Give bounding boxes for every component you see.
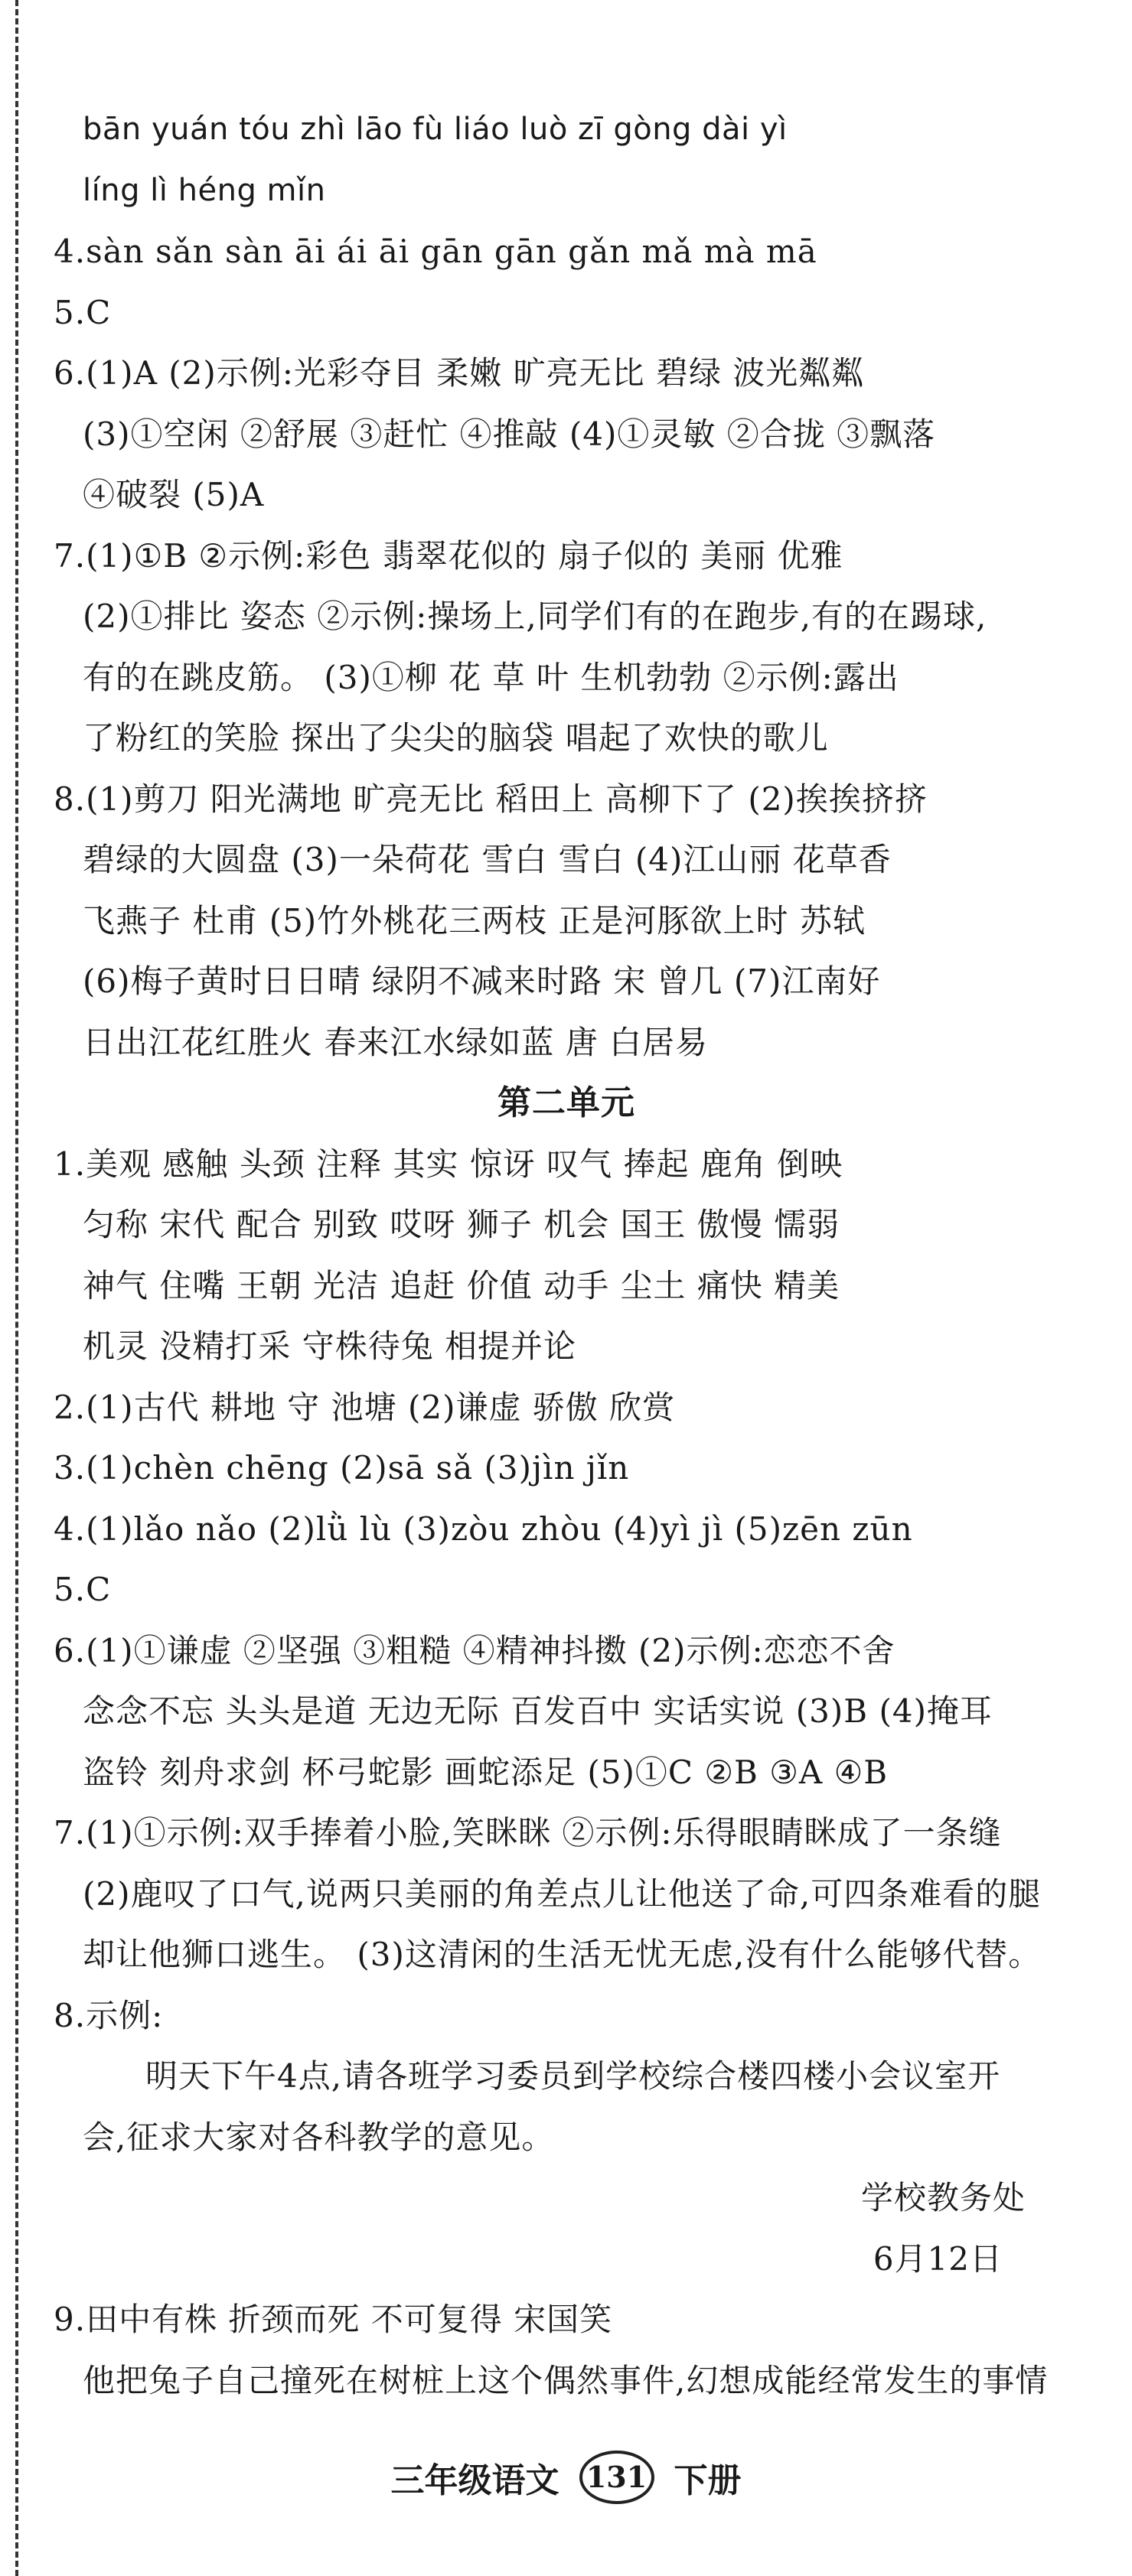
text-line: 有的在跳皮筋。 (3)①柳 花 草 叶 生机勃勃 ②示例:露出	[83, 658, 899, 696]
signature-line: 学校教务处	[860, 2179, 1026, 2216]
text-line: 明天下午4点,请各班学习委员到学校综合楼四楼小会议室开	[145, 2057, 1001, 2095]
text-line: 机灵 没精打采 守株待兔 相提并论	[83, 1327, 577, 1365]
page-number: 131	[579, 2451, 654, 2504]
text-line: 却让他狮口逃生。 (3)这清闲的生活无忧无虑,没有什么能够代替。	[83, 1936, 1042, 1973]
footer-book-title: 三年级语文	[390, 2461, 559, 2500]
text-line: 4.sàn sǎn sàn āi ái āi gān gān gǎn mǎ mà mā	[54, 233, 817, 270]
section-heading: 第二单元	[497, 1083, 635, 1122]
text-line: 8.(1)剪刀 阳光满地 旷亮无比 稻田上 高柳下了 (2)挨挨挤挤	[54, 780, 928, 818]
text-line: 6.(1)①谦虚 ②坚强 ③粗糙 ④精神抖擞 (2)示例:恋恋不舍	[54, 1631, 895, 1669]
text-line: 日出江花红胜火 春来江水绿如蓝 唐 白居易	[83, 1023, 709, 1061]
text-line: (3)①空闲 ②舒展 ③赶忙 ④推敲 (4)①灵敏 ②合拢 ③飘落	[83, 415, 936, 453]
text-line: 碧绿的大圆盘 (3)一朵荷花 雪白 雪白 (4)江山丽 花草香	[83, 841, 892, 878]
answer-content	[54, 99, 1079, 2411]
text-line: 念念不忘 头头是道 无边无际 百发百中 实话实说 (3)B (4)掩耳	[83, 1692, 993, 1730]
text-line: 神气 住嘴 王朝 光洁 追赶 价值 动手 尘土 痛快 精美	[83, 1266, 840, 1304]
text-line: 7.(1)①B ②示例:彩色 翡翠花似的 扇子似的 美丽 优雅	[54, 536, 843, 575]
page-footer	[0, 2451, 1132, 2504]
text-line: (6)梅子黄时日日晴 绿阴不减来时路 宋 曾几 (7)江南好	[83, 962, 881, 1000]
date-line: 6月12日	[873, 2239, 1003, 2278]
text-line: bān yuán tóu zhì lāo fù liáo luò zī gòng dài yì	[83, 112, 788, 147]
text-line: 4.(1)lǎo nǎo (2)lǜ lù (3)zòu zhòu (4)yì jì (5)zēn zūn	[54, 1509, 913, 1548]
footer-volume: 下册	[674, 2461, 742, 2500]
text-line: 7.(1)①示例:双手捧着小脸,笑眯眯 ②示例:乐得眼睛眯成了一条缝	[54, 1814, 1002, 1851]
text-line: 会,征求大家对各科教学的意见。	[83, 2118, 555, 2156]
text-line: 2.(1)古代 耕地 守 池塘 (2)谦虚 骄傲 欣赏	[54, 1388, 676, 1426]
text-line: 匀称 宋代 配合 别致 哎呀 狮子 机会 国王 傲慢 懦弱	[83, 1206, 840, 1243]
text-line: 5.C	[54, 293, 112, 331]
text-line: 6.(1)A (2)示例:光彩夺目 柔嫩 旷亮无比 碧绿 波光粼粼	[54, 354, 865, 392]
text-line: (2)①排比 姿态 ②示例:操场上,同学们有的在跑步,有的在踢球,	[83, 598, 987, 635]
text-line: 3.(1)chèn chēng (2)sā sǎ (3)jìn jǐn	[54, 1449, 630, 1487]
text-line: ④破裂 (5)A	[83, 476, 265, 513]
text-line: 了粉红的笑脸 探出了尖尖的脑袋 唱起了欢快的歌儿	[83, 719, 829, 757]
text-line: 8.示例:	[54, 1996, 164, 2034]
text-line: 他把兔子自己撞死在树桩上这个偶然事件,幻想成能经常发生的事情	[83, 2361, 1049, 2399]
text-line: (2)鹿叹了口气,说两只美丽的角差点儿让他送了命,可四条难看的腿	[83, 1874, 1042, 1913]
text-line: 1.美观 感触 头颈 注释 其实 惊讶 叹气 捧起 鹿角 倒映	[54, 1145, 843, 1183]
text-line: 9.田中有株 折颈而死 不可复得 宋国笑	[54, 2301, 613, 2338]
dashed-binding-line	[15, 0, 18, 2576]
text-line: 飞燕子 杜甫 (5)竹外桃花三两枝 正是河豚欲上时 苏轼	[83, 901, 866, 940]
text-line: 盗铃 刻舟求剑 杯弓蛇影 画蛇添足 (5)①C ②B ③A ④B	[83, 1753, 889, 1791]
text-line: líng lì héng mǐn	[83, 172, 326, 208]
text-line: 5.C	[54, 1571, 112, 1608]
